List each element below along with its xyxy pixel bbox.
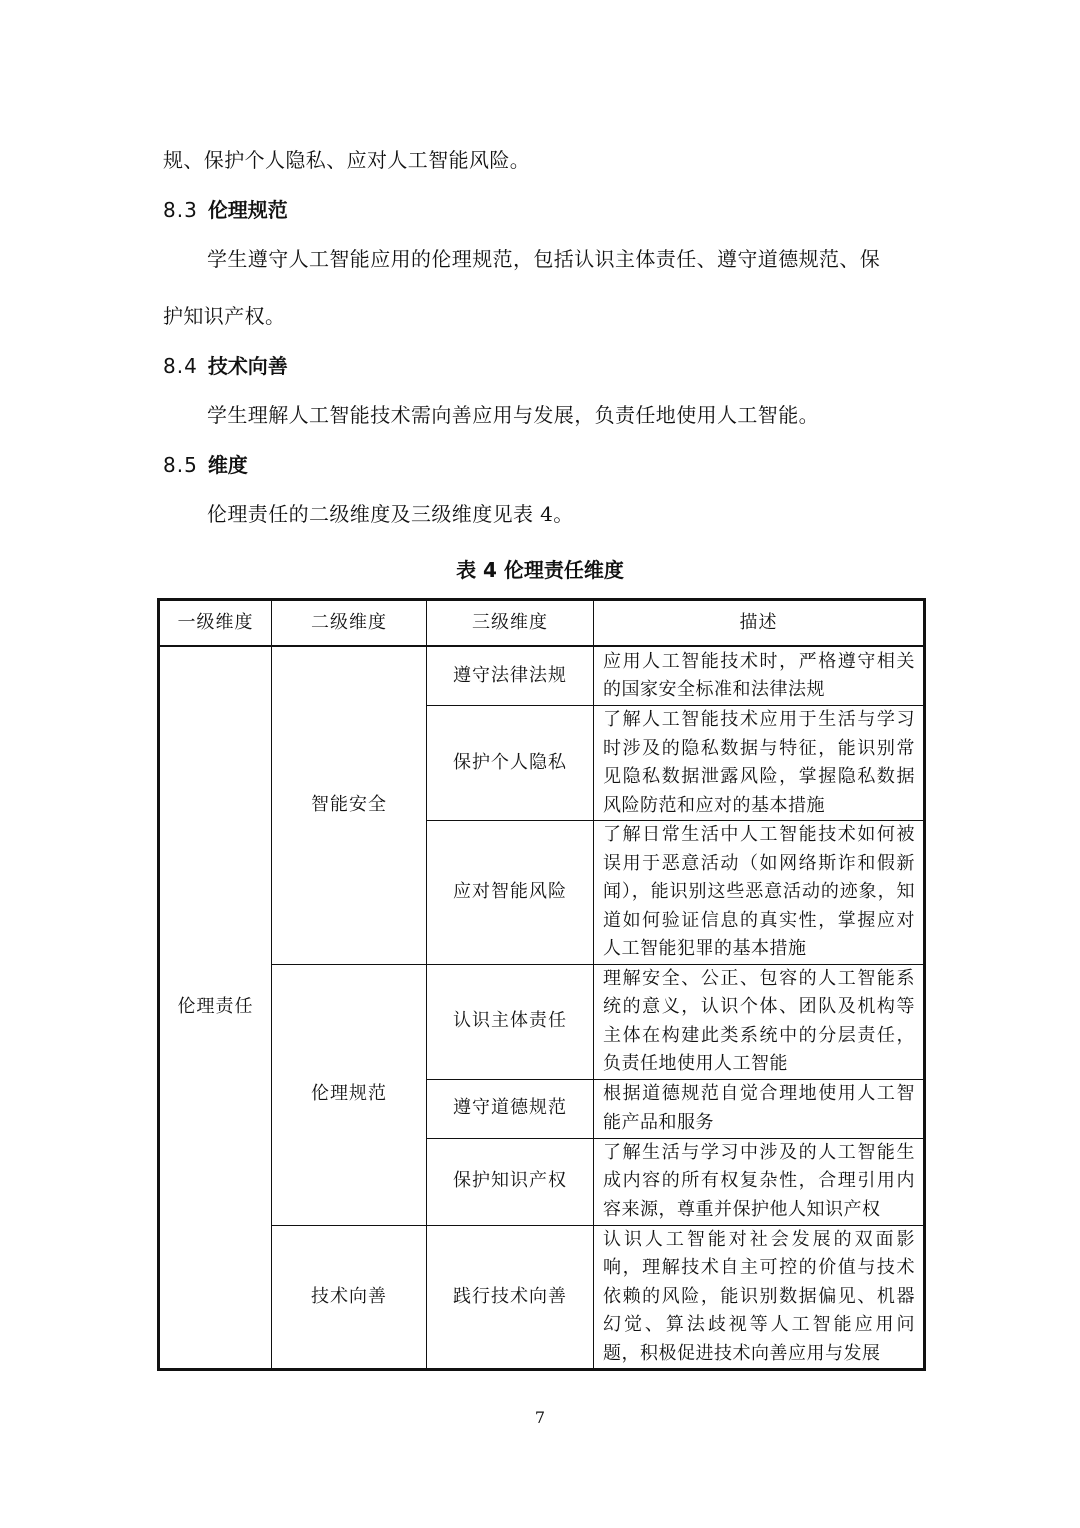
description-cell: 应用人工智能技术时，严格遵守相关的国家安全标准和法律法规: [594, 646, 925, 706]
header-level3: 三级维度: [427, 600, 594, 647]
paragraph-ethics-norms-line1: 学生遵守人工智能应用的伦理规范，包括认识主体责任、遵守道德规范、保: [207, 247, 881, 271]
level3-cell: 认识主体责任: [427, 964, 594, 1079]
section-title: 技术向善: [207, 354, 288, 378]
section-heading-8-3: [163, 196, 288, 224]
level3-cell: 保护个人隐私: [427, 706, 594, 821]
level3-cell: 保护知识产权: [427, 1138, 594, 1225]
section-number: 8.3: [163, 198, 198, 222]
paragraph-dimension-intro: 伦理责任的二级维度及三级维度见表 4。: [207, 502, 574, 526]
header-description: 描述: [594, 600, 925, 647]
table-header-row: [159, 600, 925, 647]
level2-cell: 智能安全: [272, 646, 427, 964]
section-number: 8.5: [163, 453, 198, 477]
description-cell: 认识人工智能对社会发展的双面影响，理解技术自主可控的价值与技术依赖的风险，能识别数据偏见、机器幻觉、算法歧视等人工智能应用问题，积极促进技术向善应用与发展: [594, 1225, 925, 1370]
description-cell: 理解安全、公正、包容的人工智能系统的意义，认识个体、团队及机构等主体在构建此类系统中的分层责任，负责任地使用人工智能: [594, 964, 925, 1079]
paragraph-ethics-norms-line2: 护知识产权。: [163, 304, 286, 328]
description-cell: 了解日常生活中人工智能技术如何被误用于恶意活动（如网络斯诈和假新闻），能识别这些恶意活动的迹象，知道如何验证信息的真实性，掌握应对人工智能犯罪的基本措施: [594, 821, 925, 965]
page-number: 7: [534, 1408, 546, 1427]
paragraph-continuation: 规、保护个人隐私、应对人工智能风险。: [163, 148, 531, 172]
ethics-dimension-table: [157, 598, 926, 1371]
section-number: 8.4: [163, 354, 198, 378]
section-heading-8-4: [163, 352, 288, 380]
level3-cell: 践行技术向善: [427, 1225, 594, 1370]
level2-cell: 伦理规范: [272, 964, 427, 1225]
paragraph-tech-for-good: 学生理解人工智能技术需向善应用与发展，负责任地使用人工智能。: [207, 403, 819, 427]
header-level2: 二级维度: [272, 600, 427, 647]
table-caption: 表 4 伦理责任维度: [456, 558, 624, 582]
level3-cell: 遵守法律法规: [427, 646, 594, 706]
description-cell: 了解人工智能技术应用于生活与学习时涉及的隐私数据与特征，能识别常见隐私数据泄露风险，掌握隐私数据风险防范和应对的基本措施: [594, 706, 925, 821]
level1-cell: 伦理责任: [159, 646, 272, 1370]
section-heading-8-5: [163, 451, 248, 479]
section-title: 伦理规范: [207, 198, 288, 222]
level2-cell: 技术向善: [272, 1225, 427, 1370]
description-cell: 根据道德规范自觉合理地使用人工智能产品和服务: [594, 1079, 925, 1138]
table-row: [159, 1225, 925, 1370]
header-level1: 一级维度: [159, 600, 272, 647]
section-title: 维度: [207, 453, 248, 477]
level3-cell: 遵守道德规范: [427, 1079, 594, 1138]
description-cell: 了解生活与学习中涉及的人工智能生成内容的所有权复杂性，合理引用内容来源，尊重并保护他人知识产权: [594, 1138, 925, 1225]
level3-cell: 应对智能风险: [427, 821, 594, 965]
table-row: [159, 964, 925, 1079]
table-row: [159, 646, 925, 706]
